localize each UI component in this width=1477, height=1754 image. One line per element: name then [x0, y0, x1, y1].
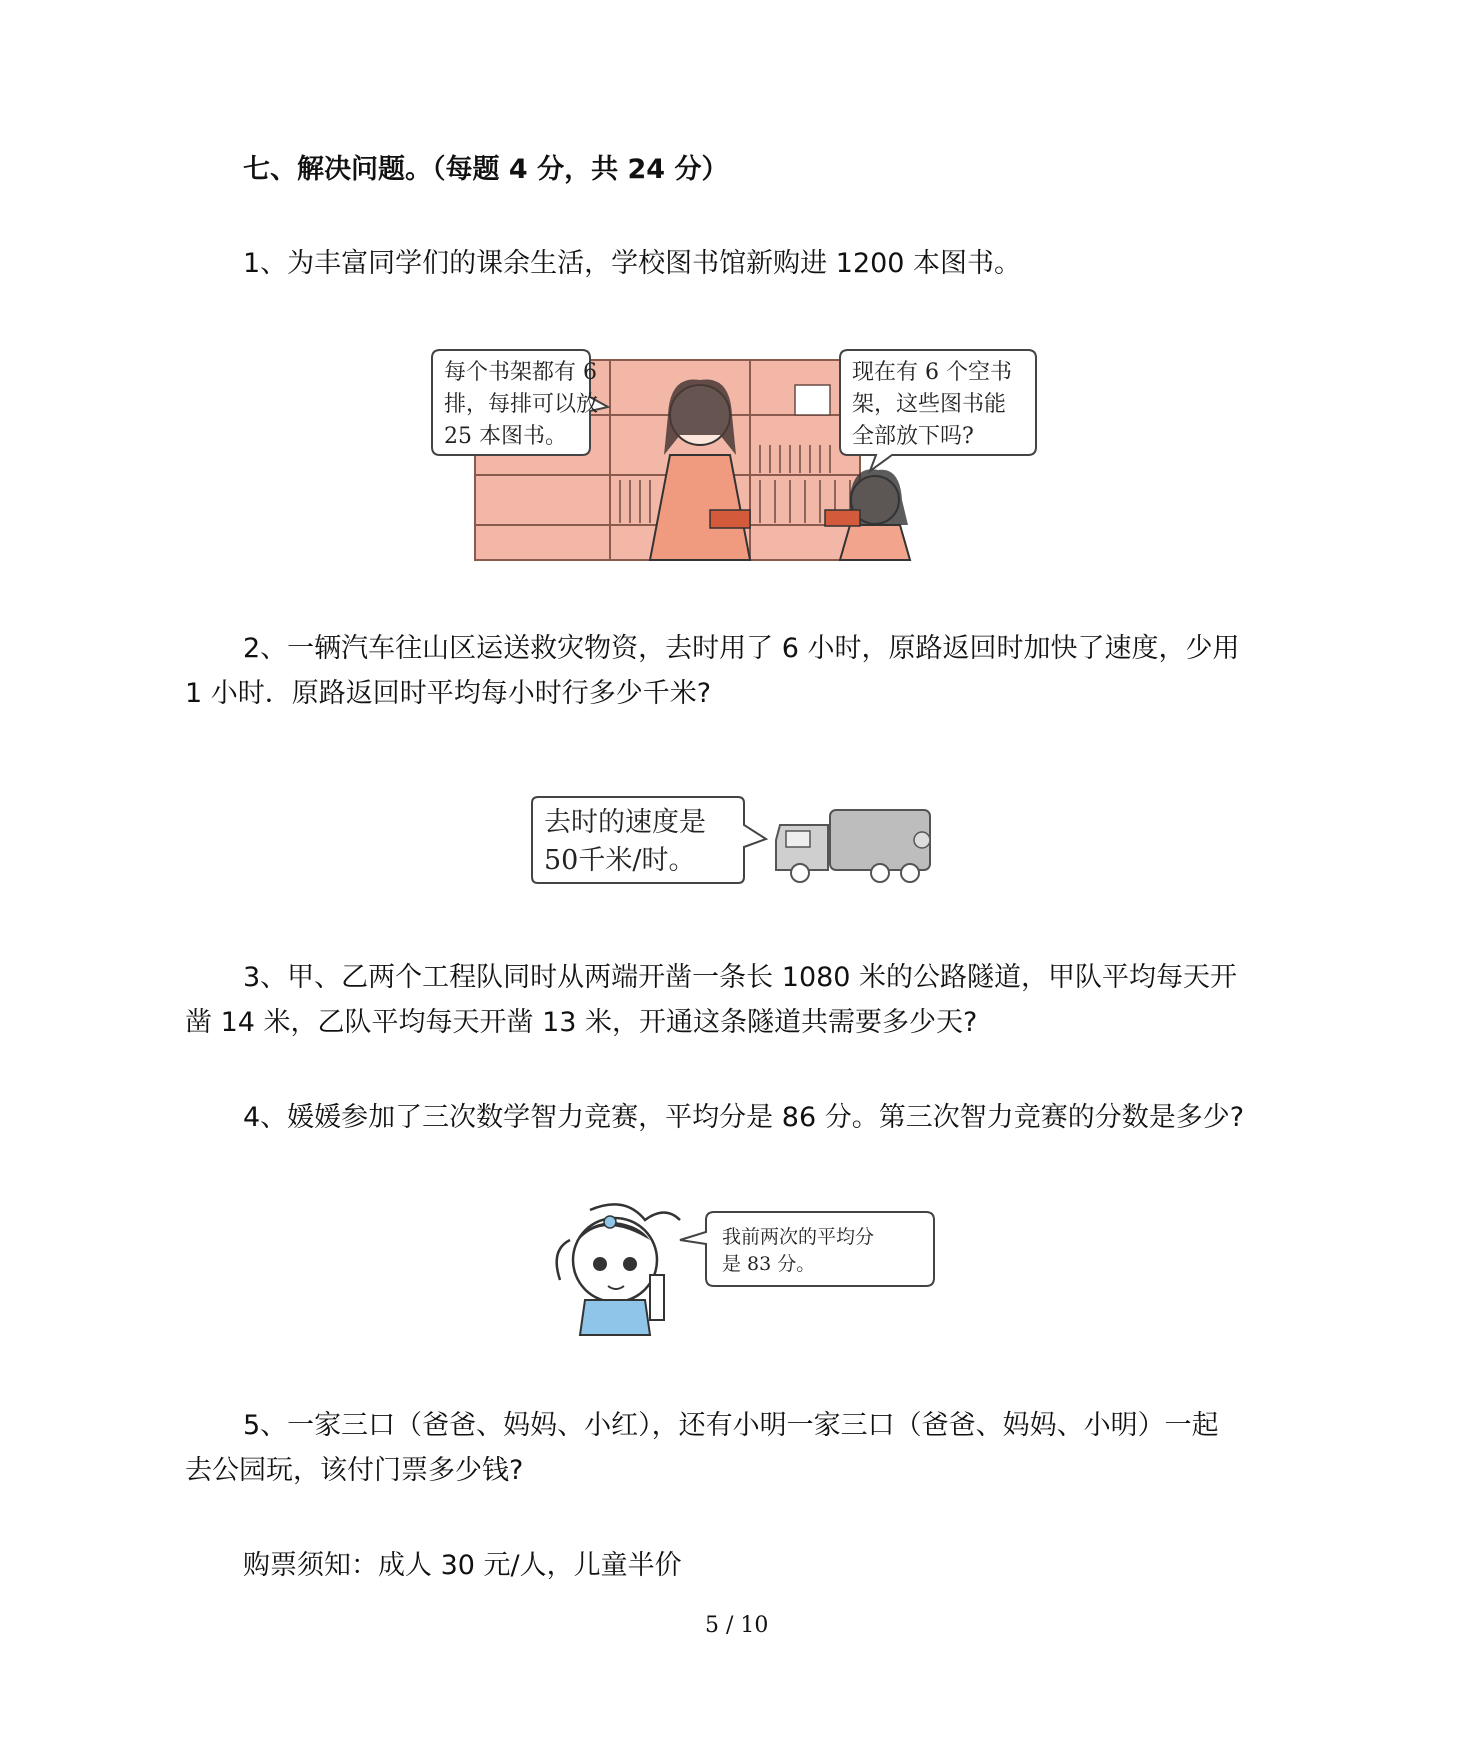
bookshelf-left-bubble-line-2: 排，每排可以放 — [444, 392, 599, 417]
truck-bubble-line-1: 去时的速度是 — [544, 807, 706, 838]
bookshelf-left-bubble-line-1: 每个书架都有 6 — [444, 360, 597, 385]
problem-5-line-1: 5、一家三口（爸爸、妈妈、小红），还有小明一家三口（爸爸、妈妈、小明）一起 — [243, 1410, 1219, 1441]
problem-1-line-1: 1、为丰富同学们的课余生活，学校图书馆新购进 1200 本图书。 — [243, 248, 1022, 279]
bookshelf-illustration — [430, 345, 1040, 565]
section-heading — [243, 148, 728, 192]
girl-bubble-line-2: 是 83 分。 — [722, 1253, 816, 1275]
bookshelf-right-bubble-line-1: 现在有 6 个空书 — [852, 360, 1012, 385]
problem-2-line-2: 1 小时．原路返回时平均每小时行多少千米? — [185, 678, 712, 709]
girl-figure — [557, 1204, 680, 1335]
problem-2-line-1: 2、一辆汽车往山区运送救灾物资，去时用了 6 小时，原路返回时加快了速度，少用 — [243, 633, 1240, 664]
page-number: 5 / 10 — [705, 1613, 769, 1638]
problem-4-line-1: 4、媛媛参加了三次数学智力竞赛，平均分是 86 分。第三次智力竞赛的分数是多少? — [243, 1102, 1245, 1133]
section-points: （每题 4 分，共 24 分） — [432, 154, 729, 185]
problem-3-line-1: 3、甲、乙两个工程队同时从两端开凿一条长 1080 米的公路隧道，甲队平均每天开 — [243, 962, 1238, 993]
truck-icon — [776, 810, 930, 882]
truck-illustration — [530, 795, 940, 895]
bookshelf-right-bubble-line-2: 架，这些图书能 — [852, 392, 1007, 417]
girl-illustration — [530, 1200, 940, 1340]
ticket-notice: 购票须知：成人 30 元/人，儿童半价 — [243, 1550, 682, 1581]
truck-bubble-line-2: 50千米/时。 — [544, 845, 696, 876]
section-title: 七、解决问题。 — [243, 154, 432, 185]
problem-3-line-2: 凿 14 米，乙队平均每天开凿 13 米，开通这条隧道共需要多少天? — [185, 1007, 978, 1038]
problem-5-line-2: 去公园玩，该付门票多少钱? — [185, 1455, 524, 1486]
girl-bubble-line-1: 我前两次的平均分 — [722, 1226, 875, 1248]
bookshelf-right-bubble-line-3: 全部放下吗? — [852, 424, 974, 449]
bookshelf-left-bubble-line-3: 25 本图书。 — [444, 424, 567, 449]
